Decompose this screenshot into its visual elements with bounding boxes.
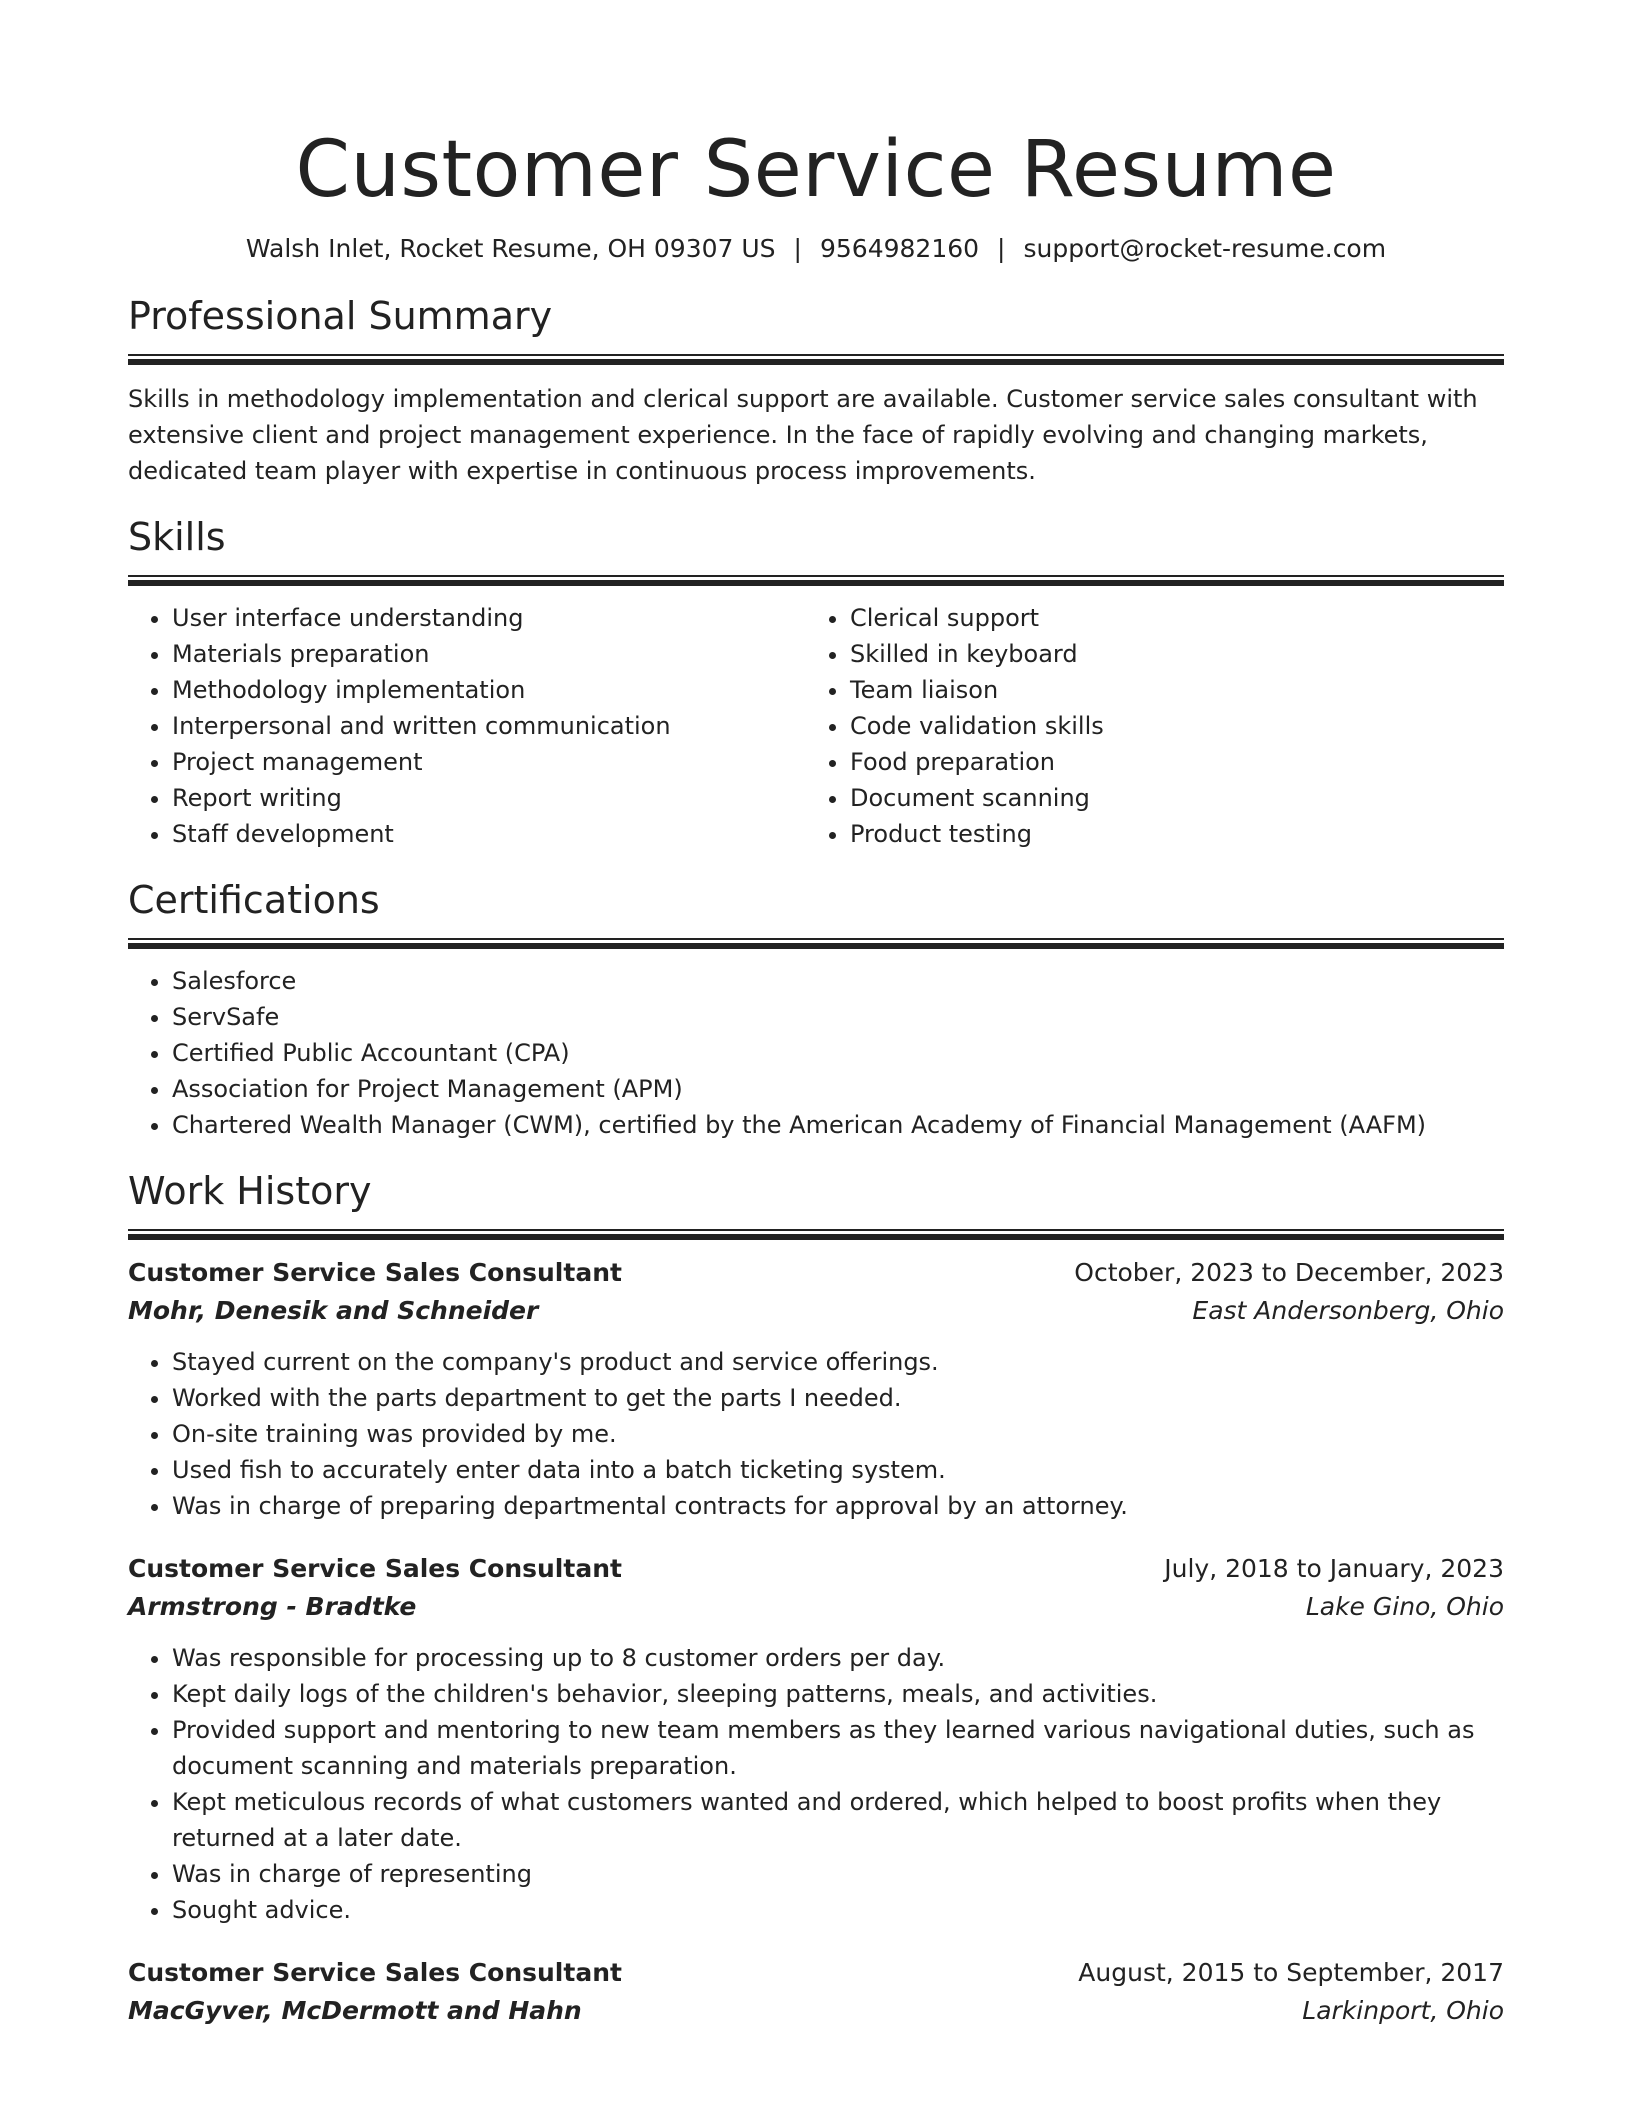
- job-header: [128, 1954, 1504, 1992]
- skills-heading: Skills: [128, 515, 226, 559]
- section-divider: [128, 575, 1504, 586]
- job-subheader: [128, 1292, 1504, 1330]
- job-duty: • Stayed current on the company's product and service offerings.: [172, 1344, 1504, 1380]
- work-history-heading: Work History: [128, 1169, 372, 1213]
- job-duty: • On-site training was provided by me.: [172, 1416, 1504, 1452]
- skill-item: • Code validation skills: [850, 708, 1484, 744]
- job-title: Customer Service Sales Consultant: [128, 1958, 622, 1987]
- job-duty: • Kept meticulous records of what customers wanted and ordered, which helped to boost profits when they returned at a later date.: [172, 1784, 1504, 1856]
- skill-item: • Team liaison: [850, 672, 1484, 708]
- certifications-list: [128, 963, 1504, 1143]
- section-divider: [128, 1229, 1504, 1240]
- resume-title: Customer Service Resume: [295, 125, 1337, 215]
- skill-item: • Interpersonal and written communication: [172, 708, 806, 744]
- summary-section: [128, 292, 1504, 489]
- skill-item: • Methodology implementation: [172, 672, 806, 708]
- job-duty: • Was responsible for processing up to 8 customer orders per day.: [172, 1640, 1504, 1676]
- job-duty: • Was in charge of representing: [172, 1856, 1504, 1892]
- skill-item: • Clerical support: [850, 600, 1484, 636]
- certification-item: • Salesforce: [172, 963, 1504, 999]
- job-header: [128, 1254, 1504, 1292]
- contact-email: support@rocket-resume.com: [1023, 234, 1387, 263]
- job-title: Customer Service Sales Consultant: [128, 1258, 622, 1287]
- job-duty: • Worked with the parts department to get the parts I needed.: [172, 1380, 1504, 1416]
- job-duty: • Provided support and mentoring to new team members as they learned various navigational duties, such as document scanning and materials preparation.: [172, 1712, 1504, 1784]
- contact-address: Walsh Inlet, Rocket Resume, OH 09307 US: [245, 234, 776, 263]
- contact-line: [128, 232, 1504, 266]
- job-dates: October, 2023 to December, 2023: [1074, 1258, 1504, 1287]
- skills-list-right: [806, 600, 1484, 852]
- certification-item: • ServSafe: [172, 999, 1504, 1035]
- job-duty: • Used fish to accurately enter data into a batch ticketing system.: [172, 1452, 1504, 1488]
- job-duty: • Kept daily logs of the children's behavior, sleeping patterns, meals, and activities.: [172, 1676, 1504, 1712]
- contact-separator: |: [997, 234, 1006, 263]
- skills-section: [128, 513, 1504, 852]
- skills-grid: [128, 600, 1504, 852]
- job-title: Customer Service Sales Consultant: [128, 1554, 622, 1583]
- job-dates: August, 2015 to September, 2017: [1078, 1958, 1504, 1987]
- summary-text: Skills in methodology implementation and clerical support are available. Customer service sales consultant with extensive client and project management experience. In the face of rapidly evolving and changing markets, dedicated team player with expertise in continuous process improvements.: [128, 385, 1478, 485]
- contact-phone: 9564982160: [819, 234, 980, 263]
- job-header: [128, 1550, 1504, 1588]
- skill-item: • Product testing: [850, 816, 1484, 852]
- job-company: MacGyver, McDermott and Hahn: [128, 1996, 582, 2025]
- certification-item: • Chartered Wealth Manager (CWM), certified by the American Academy of Financial Management (AAFM): [172, 1107, 1504, 1143]
- job-subheader: [128, 1992, 1504, 2030]
- job-entry: [128, 1550, 1504, 1928]
- skill-item: • Document scanning: [850, 780, 1484, 816]
- section-divider: [128, 354, 1504, 365]
- skill-item: • Materials preparation: [172, 636, 806, 672]
- certification-item: • Certified Public Accountant (CPA): [172, 1035, 1504, 1071]
- job-duty: • Was in charge of preparing departmental contracts for approval by an attorney.: [172, 1488, 1504, 1524]
- contact-separator: |: [793, 234, 802, 263]
- certification-item: • Association for Project Management (APM): [172, 1071, 1504, 1107]
- job-location: Larkinport, Ohio: [1302, 1996, 1504, 2025]
- job-location: East Andersonberg, Ohio: [1192, 1296, 1504, 1325]
- job-location: Lake Gino, Ohio: [1305, 1592, 1504, 1621]
- skill-item: • User interface understanding: [172, 600, 806, 636]
- job-entry: [128, 1254, 1504, 1524]
- job-company: Armstrong - Bradtke: [128, 1592, 417, 1621]
- skill-item: • Staff development: [172, 816, 806, 852]
- job-dates: July, 2018 to January, 2023: [1164, 1554, 1504, 1583]
- skill-item: • Project management: [172, 744, 806, 780]
- skill-item: • Report writing: [172, 780, 806, 816]
- skills-column-right: [806, 600, 1484, 852]
- job-subheader: [128, 1588, 1504, 1626]
- summary-heading: Professional Summary: [128, 294, 553, 338]
- job-company: Mohr, Denesik and Schneider: [128, 1296, 539, 1325]
- job-duties-list: [128, 1640, 1504, 1928]
- certifications-heading: Certifications: [128, 878, 380, 922]
- resume-page: [128, 0, 1504, 2030]
- job-duty: • Sought advice.: [172, 1892, 1504, 1928]
- work-history-section: [128, 1167, 1504, 2030]
- skills-column-left: [128, 600, 806, 852]
- job-entry: [128, 1954, 1504, 2030]
- job-duties-list: [128, 1344, 1504, 1524]
- skills-list-left: [128, 600, 806, 852]
- certifications-section: [128, 876, 1504, 1143]
- section-divider: [128, 938, 1504, 949]
- skill-item: • Skilled in keyboard: [850, 636, 1484, 672]
- skill-item: • Food preparation: [850, 744, 1484, 780]
